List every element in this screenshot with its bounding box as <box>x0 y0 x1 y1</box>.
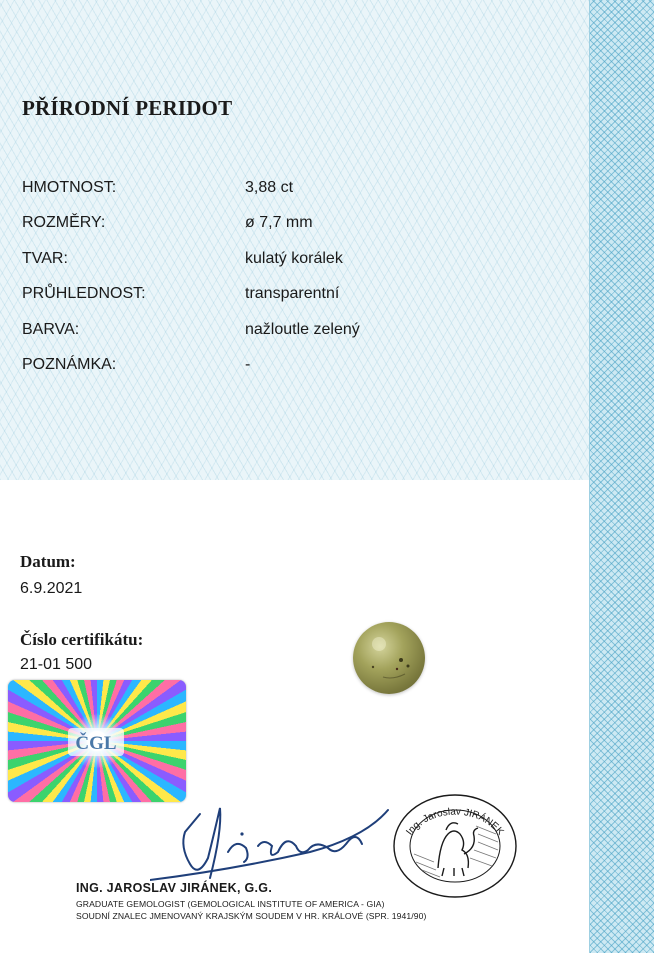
field-value: nažloutle zelený <box>245 320 360 338</box>
signer-name: ING. JAROSLAV JIRÁNEK, G.G. <box>76 881 273 895</box>
field-value: kulatý korálek <box>245 249 343 267</box>
signer-appointment: SOUDNÍ ZNALEC JMENOVANÝ KRAJSKÝM SOUDEM V HR. KRÁLOVÉ (SPR. 1941/90) <box>76 911 427 921</box>
field-row-transparency <box>22 277 442 313</box>
field-value: ø 7,7 mm <box>245 214 313 232</box>
lion-emblem-icon <box>438 823 478 876</box>
field-row-note <box>22 348 442 384</box>
field-label: ROZMĚRY: <box>22 214 106 232</box>
gem-inclusions <box>353 622 425 694</box>
field-row-color <box>22 312 442 348</box>
stamp-engraving <box>414 826 498 877</box>
signer-credential: GRADUATE GEMOLOGIST (GEMOLOGICAL INSTITUTE OF AMERICA - GIA) <box>76 899 385 909</box>
date-label: Datum: <box>20 552 76 571</box>
certificate-number-label: Číslo certifikátu: <box>20 630 144 649</box>
hologram-logo <box>68 728 124 756</box>
signature-mark <box>150 792 390 884</box>
gem-photo <box>353 622 425 694</box>
hologram-logo-mark <box>68 728 124 756</box>
field-value: - <box>245 356 251 374</box>
field-label: POZNÁMKA: <box>22 356 117 374</box>
field-row-dimensions <box>22 206 442 242</box>
field-value: transparentní <box>245 285 340 303</box>
field-row-weight <box>22 170 442 206</box>
certificate-number-value: 21-01 500 <box>20 656 93 673</box>
hologram-logo-text: ČGL <box>75 733 117 754</box>
property-list <box>22 170 442 383</box>
field-row-shape <box>22 241 442 277</box>
security-border-band <box>589 0 654 953</box>
svg-text:Ing. Jaroslav JIRÁNEK <box>404 807 506 838</box>
hologram-seal <box>8 680 186 802</box>
page-title: PŘÍRODNÍ PERIDOT <box>22 96 233 120</box>
field-label: BARVA: <box>22 320 80 338</box>
stamp-seal <box>390 790 520 902</box>
date-value: 6.9.2021 <box>20 580 83 597</box>
field-value: 3,88 ct <box>245 178 294 196</box>
stamp-text: Ing. Jaroslav JIRÁNEK <box>404 806 506 838</box>
field-label: PRŮHLEDNOST: <box>22 285 146 303</box>
field-label: TVAR: <box>22 249 68 267</box>
field-label: HMOTNOST: <box>22 178 117 196</box>
